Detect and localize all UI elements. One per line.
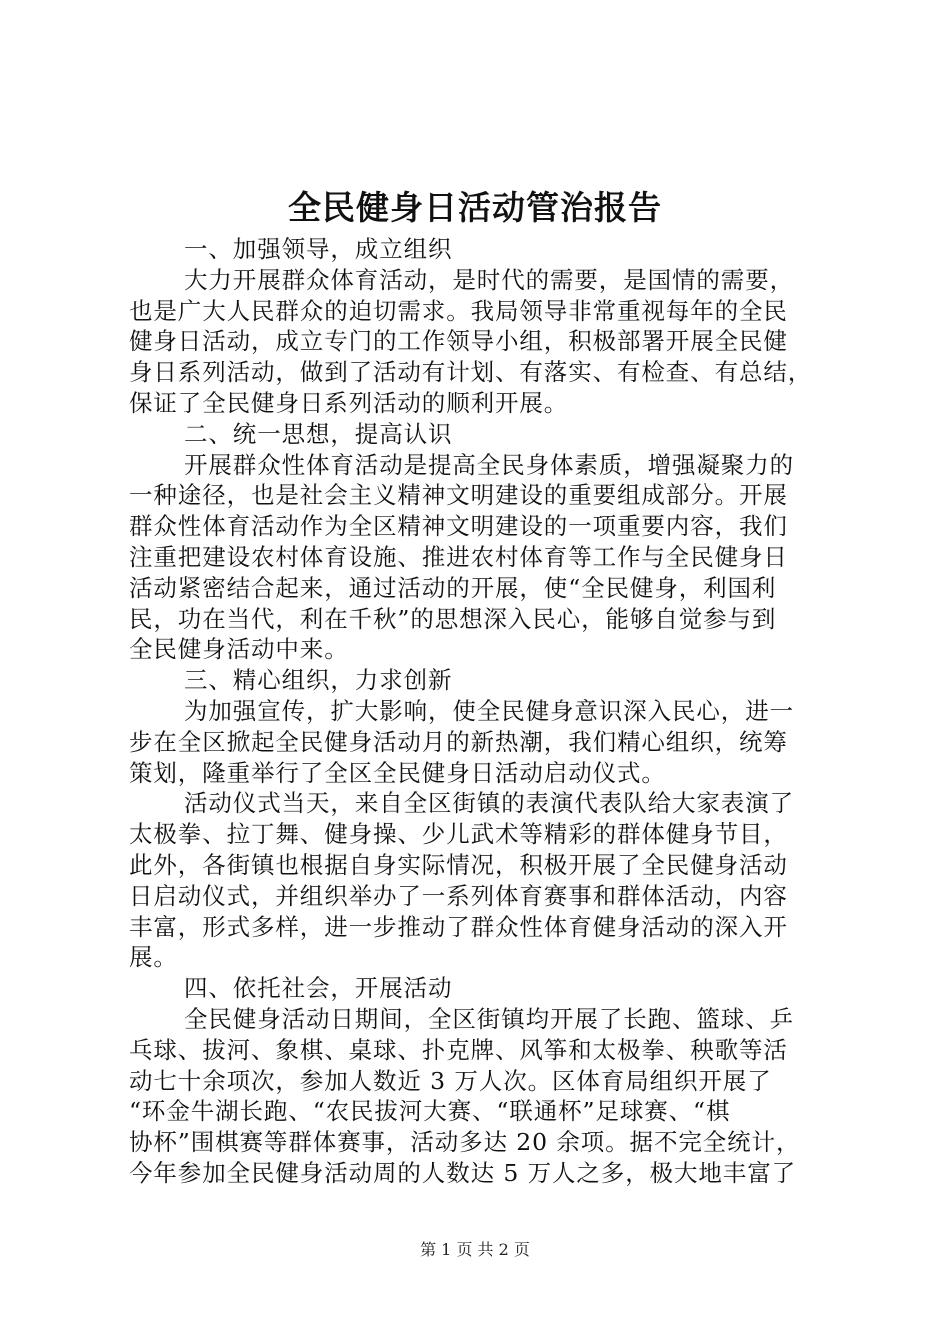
- section-heading: 四、依托社会，开展活动: [184, 974, 453, 1003]
- page-number-footer: 第 1 页 共 2 页: [420, 1240, 530, 1259]
- paragraph-line: 开展群众性体育活动是提高全民身体素质，增强凝聚力的: [184, 450, 794, 479]
- paragraph-line: 健身日活动，成立专门的工作领导小组，积极部署开展全民健: [129, 327, 788, 356]
- paragraph-line: 此外，各街镇也根据自身实际情况，积极开展了全民健身活动: [129, 850, 788, 879]
- paragraph-line: 大力开展群众体育活动，是时代的需要，是国情的需要，: [184, 265, 794, 294]
- paragraph-line: “环金牛湖长跑、“农民拔河大赛、“联通杯”足球赛、“棋: [129, 1097, 731, 1126]
- paragraph-line: 策划，隆重举行了全区全民健身日活动启动仪式。: [129, 758, 666, 787]
- paragraph-line: 注重把建设农村体育设施、推进农村体育等工作与全民健身日: [129, 542, 788, 571]
- paragraph-line: 保证了全民健身日系列活动的顺利开展。: [129, 388, 569, 417]
- section-heading: 二、统一思想，提高认识: [184, 419, 453, 448]
- paragraph-line: 今年参加全民健身活动周的人数达 5 万人之多，极大地丰富了: [129, 1158, 796, 1187]
- paragraph-line: 也是广大人民群众的迫切需求。我局领导非常重视每年的全民: [129, 296, 788, 325]
- paragraph-line: 活动仪式当天，来自全区街镇的表演代表队给大家表演了: [184, 789, 794, 818]
- section-heading: 三、精心组织，力求创新: [184, 666, 453, 695]
- paragraph-line: 群众性体育活动作为全区精神文明建设的一项重要内容，我们: [129, 512, 788, 541]
- paragraph-line: 全民健身活动中来。: [129, 635, 349, 664]
- paragraph-line: 一种途径，也是社会主义精神文明建设的重要组成部分。开展: [129, 481, 788, 510]
- paragraph-line: 展。: [129, 943, 178, 972]
- paragraph-line: 乓球、拔河、象棋、桌球、扑克牌、风筝和太极拳、秧歌等活: [129, 1035, 788, 1064]
- paragraph-line: 步在全区掀起全民健身活动月的新热潮，我们精心组织，统筹: [129, 727, 788, 756]
- paragraph-line: 动七十余项次，参加人数近 3 万人次。区体育局组织开展了: [129, 1066, 772, 1095]
- paragraph-line: 身日系列活动，做到了活动有计划、有落实、有检查、有总结，: [129, 358, 813, 387]
- paragraph-line: 为加强宣传，扩大影响，使全民健身意识深入民心，进一: [184, 696, 794, 725]
- paragraph-line: 全民健身活动日期间，全区街镇均开展了长跑、篮球、乒: [184, 1004, 794, 1033]
- paragraph-line: 协杯”围棋赛等群体赛事，活动多达 20 余项。据不完全统计，: [129, 1128, 801, 1157]
- section-heading: 一、加强领导，成立组织: [184, 235, 453, 263]
- paragraph-line: 太极拳、拉丁舞、健身操、少儿武术等精彩的群体健身节目，: [129, 820, 788, 849]
- paragraph-line: 丰富，形式多样，进一步推动了群众性体育健身活动的深入开: [129, 912, 788, 941]
- paragraph-line: 日启动仪式，并组织举办了一系列体育赛事和群体活动，内容: [129, 881, 788, 910]
- document-title: 全民健身日活动管治报告: [288, 188, 662, 227]
- paragraph-line: 活动紧密结合起来，通过活动的开展，使“全民健身，利国利: [129, 573, 777, 602]
- paragraph-line: 民，功在当代，利在千秋”的思想深入民心，能够自觉参与到: [129, 604, 777, 633]
- document-body: [129, 234, 833, 1189]
